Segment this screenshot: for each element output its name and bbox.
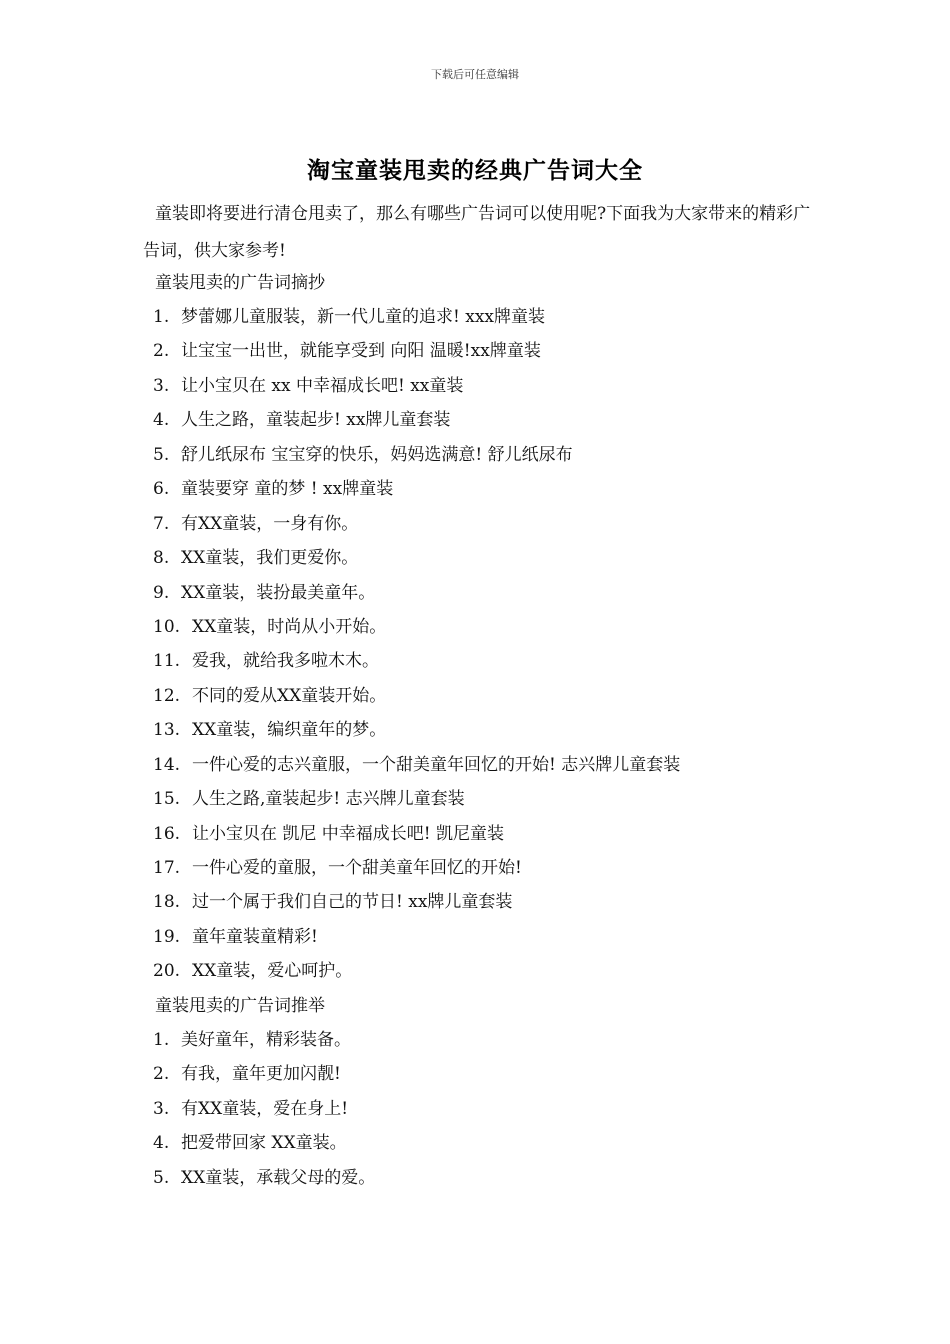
list-item: [153, 444, 680, 478]
slogan-text: 童装要穿 童的梦 ! xx牌童装: [181, 479, 394, 500]
list-item: [153, 1098, 375, 1132]
slogan-list-recommended: [153, 1029, 375, 1201]
list-item: [153, 1063, 375, 1097]
slogan-text: 把爱带回家 XX童装。: [181, 1133, 347, 1154]
list-item: [153, 823, 680, 857]
intro-paragraph: 童装即将要进行清仓甩卖了，那么有哪些广告词可以使用呢?下面我为大家带来的精彩广告词，供大家参考!: [143, 204, 811, 261]
slogan-text: 舒儿纸尿布 宝宝穿的快乐，妈妈选满意! 舒儿纸尿布: [181, 444, 573, 465]
item-number: 3.: [153, 375, 170, 396]
list-item: [153, 1132, 375, 1166]
slogan-text: XX童装，我们更爱你。: [181, 548, 359, 569]
list-item: [153, 650, 680, 684]
slogan-text: XX童装，爱心呵护。: [192, 961, 353, 982]
list-item: [153, 891, 680, 925]
item-number: 1.: [153, 1030, 170, 1050]
item-number: 18.: [153, 892, 181, 913]
list-item: [153, 375, 680, 409]
slogan-text: 人生之路，童装起步! xx牌儿童套装: [181, 410, 451, 431]
item-number: 4.: [153, 410, 170, 431]
slogan-text: 人生之路,童装起步! 志兴牌儿童套装: [192, 789, 465, 810]
item-number: 2.: [153, 341, 170, 362]
item-number: 6.: [153, 479, 170, 500]
list-item: [153, 513, 680, 547]
item-number: 9.: [153, 582, 170, 603]
page-header: 下载后可任意编辑: [431, 68, 519, 81]
item-number: 4.: [153, 1133, 170, 1154]
list-item: [153, 1167, 375, 1201]
list-item: [153, 478, 680, 512]
list-item: [153, 582, 680, 616]
list-item: [153, 857, 680, 891]
slogan-text: 一件心爱的志兴童服，一个甜美童年回忆的开始! 志兴牌儿童套装: [192, 754, 681, 775]
slogan-text: 有我，童年更加闪靓!: [181, 1064, 341, 1085]
slogan-text: 一件心爱的童服，一个甜美童年回忆的开始!: [192, 858, 522, 878]
list-item: [153, 409, 680, 443]
item-number: 11.: [153, 651, 181, 672]
slogan-text: 有XX童装，爱在身上!: [181, 1098, 349, 1119]
item-number: 17.: [153, 858, 181, 878]
list-item: [153, 306, 680, 340]
list-item: [153, 960, 680, 994]
item-number: 8.: [153, 548, 170, 569]
slogan-text: 童年童装童精彩!: [192, 926, 318, 947]
list-item: [153, 719, 680, 753]
slogan-list-excerpts: [153, 306, 680, 995]
item-number: 1.: [153, 307, 170, 327]
slogan-text: XX童装，时尚从小开始。: [192, 616, 387, 637]
list-item: [153, 340, 680, 374]
list-item: [153, 754, 680, 788]
slogan-text: XX童装，承载父母的爱。: [181, 1167, 376, 1188]
list-item: [153, 547, 680, 581]
item-number: 3.: [153, 1098, 170, 1119]
section-heading-excerpts: 童装甩卖的广告词摘抄: [155, 273, 325, 293]
item-number: 13.: [153, 720, 181, 741]
slogan-text: 爱我，就给我多啦木木。: [192, 651, 379, 672]
item-number: 10.: [153, 616, 181, 637]
item-number: 20.: [153, 961, 181, 982]
slogan-text: 让小宝贝在 xx 中幸福成长吧! xx童装: [181, 375, 464, 396]
list-item: [153, 1029, 375, 1063]
slogan-text: 梦蕾娜儿童服装，新一代儿童的追求! xxx牌童装: [181, 307, 545, 327]
item-number: 2.: [153, 1064, 170, 1085]
slogan-text: 美好童年，精彩装备。: [181, 1030, 351, 1050]
list-item: [153, 616, 680, 650]
section-heading-recommended: 童装甩卖的广告词推举: [155, 996, 325, 1016]
item-number: 12.: [153, 685, 181, 706]
item-number: 5.: [153, 444, 170, 465]
item-number: 5.: [153, 1167, 170, 1188]
list-item: [153, 685, 680, 719]
slogan-text: 过一个属于我们自己的节日! xx牌儿童套装: [192, 892, 513, 913]
slogan-text: XX童装，装扮最美童年。: [181, 582, 376, 603]
slogan-text: XX童装，编织童年的梦。: [192, 720, 387, 741]
slogan-text: 让小宝贝在 凯尼 中幸福成长吧! 凯尼童装: [192, 823, 505, 844]
item-number: 14.: [153, 754, 181, 775]
slogan-text: 有XX童装，一身有你。: [181, 513, 359, 534]
item-number: 16.: [153, 823, 181, 844]
slogan-text: 让宝宝一出世，就能享受到 向阳 温暖!xx牌童装: [181, 341, 541, 362]
list-item: [153, 926, 680, 960]
document-title: 淘宝童装甩卖的经典广告词大全: [307, 157, 643, 184]
item-number: 15.: [153, 789, 181, 810]
list-item: [153, 788, 680, 822]
slogan-text: 不同的爱从XX童装开始。: [192, 685, 387, 706]
item-number: 7.: [153, 513, 170, 534]
item-number: 19.: [153, 926, 181, 947]
